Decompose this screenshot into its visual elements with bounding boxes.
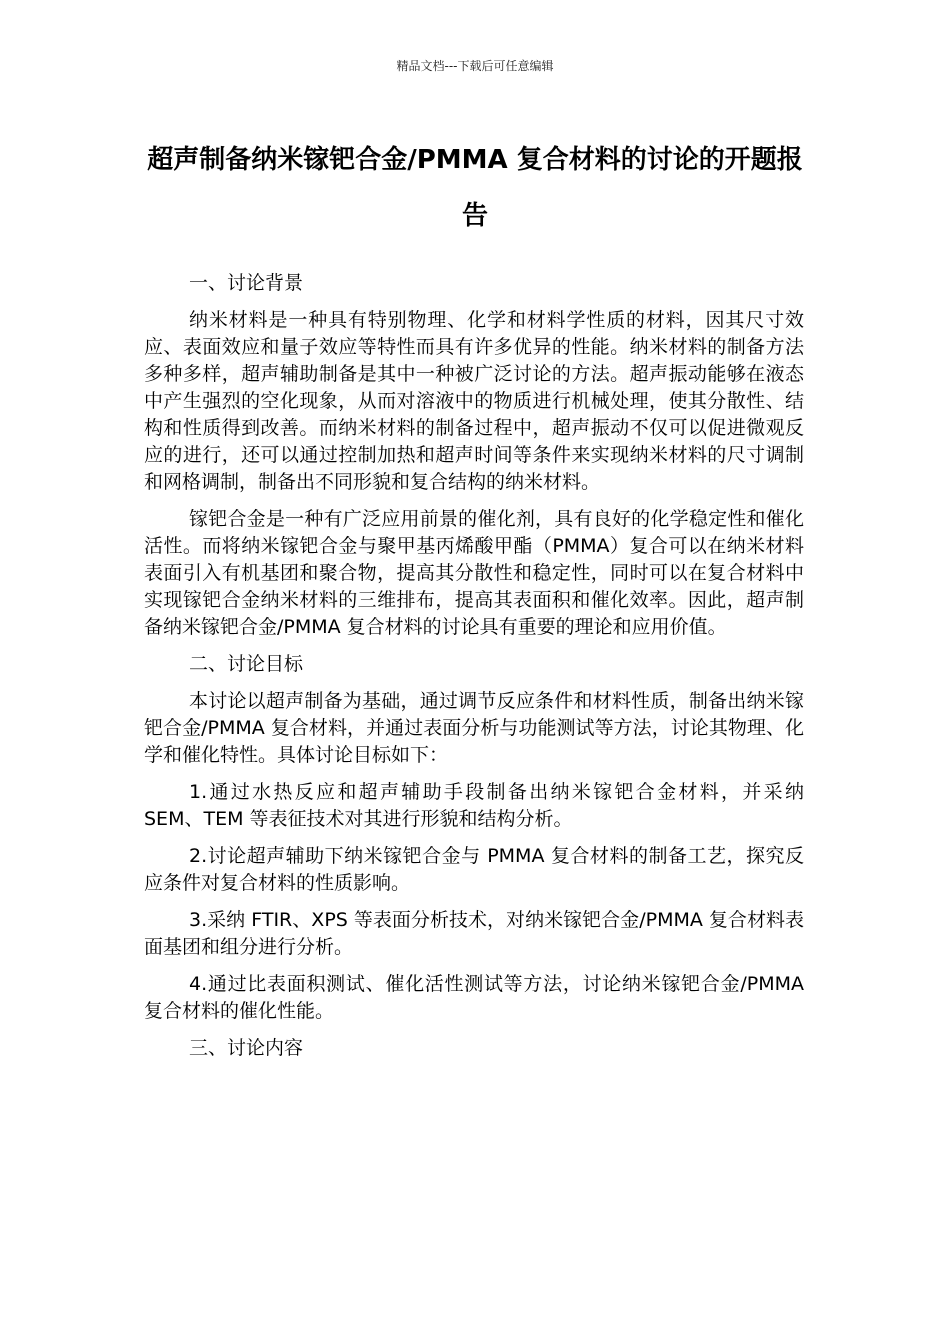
header-note: 精品文档---下载后可任意编辑 [396,59,554,73]
list-item-goal-2: 2.讨论超声辅助下纳米镓钯合金与 PMMA 复合材料的制备工艺，探究反应条件对复合材料的性质影响。 [144,845,804,894]
document-body [144,270,804,1072]
document-title: 超声制备纳米镓钯合金/PMMA 复合材料的讨论的开题报告 [147,145,803,231]
list-item-goal-1: 1.通过水热反应和超声辅助手段制备出纳米镓钯合金材料，并采纳 SEM、TEM 等表征技术对其进行形貌和结构分析。 [144,781,804,830]
paragraph-background-2: 镓钯合金是一种有广泛应用前景的催化剂，具有良好的化学稳定性和催化活性。而将纳米镓钯合金与聚甲基丙烯酸甲酯（PMMA）复合可以在纳米材料表面引入有机基团和聚合物，提高其分散性和稳定性，同时可以在复合材料中实现镓钯合金纳米材料的三维排布，提高其表面积和催化效率。因此，超声制备纳米镓钯合金/PMMA 复合材料的讨论具有重要的理论和应用价值。 [144,508,804,638]
section-heading-content: 三、讨论内容 [189,1037,304,1059]
paragraph-background-1: 纳米材料是一种具有特别物理、化学和材料学性质的材料，因其尺寸效应、表面效应和量子效应等特性而具有许多优异的性能。纳米材料的制备方法多种多样，超声辅助制备是其中一种被广泛讨论的方法。超声振动能够在液态中产生强烈的空化现象，从而对溶液中的物质进行机械处理，使其分散性、结构和性质得到改善。而纳米材料的制备过程中，超声振动不仅可以促进微观反应的进行，还可以通过控制加热和超声时间等条件来实现纳米材料的尺寸调制和网格调制，制备出不同形貌和复合结构的纳米材料。 [144,309,804,493]
list-item-goal-4: 4.通过比表面积测试、催化活性测试等方法，讨论纳米镓钯合金/PMMA 复合材料的催化性能。 [144,973,804,1022]
section-heading-background: 一、讨论背景 [189,272,304,294]
paragraph-goal-intro: 本讨论以超声制备为基础，通过调节反应条件和材料性质，制备出纳米镓钯合金/PMMA 复合材料，并通过表面分析与功能测试等方法，讨论其物理、化学和催化特性。具体讨论目标如下： [144,690,804,766]
list-item-goal-3: 3.采纳 FTIR、XPS 等表面分析技术，对纳米镓钯合金/PMMA 复合材料表面基团和组分进行分析。 [144,909,804,958]
section-heading-goal: 二、讨论目标 [189,653,304,675]
